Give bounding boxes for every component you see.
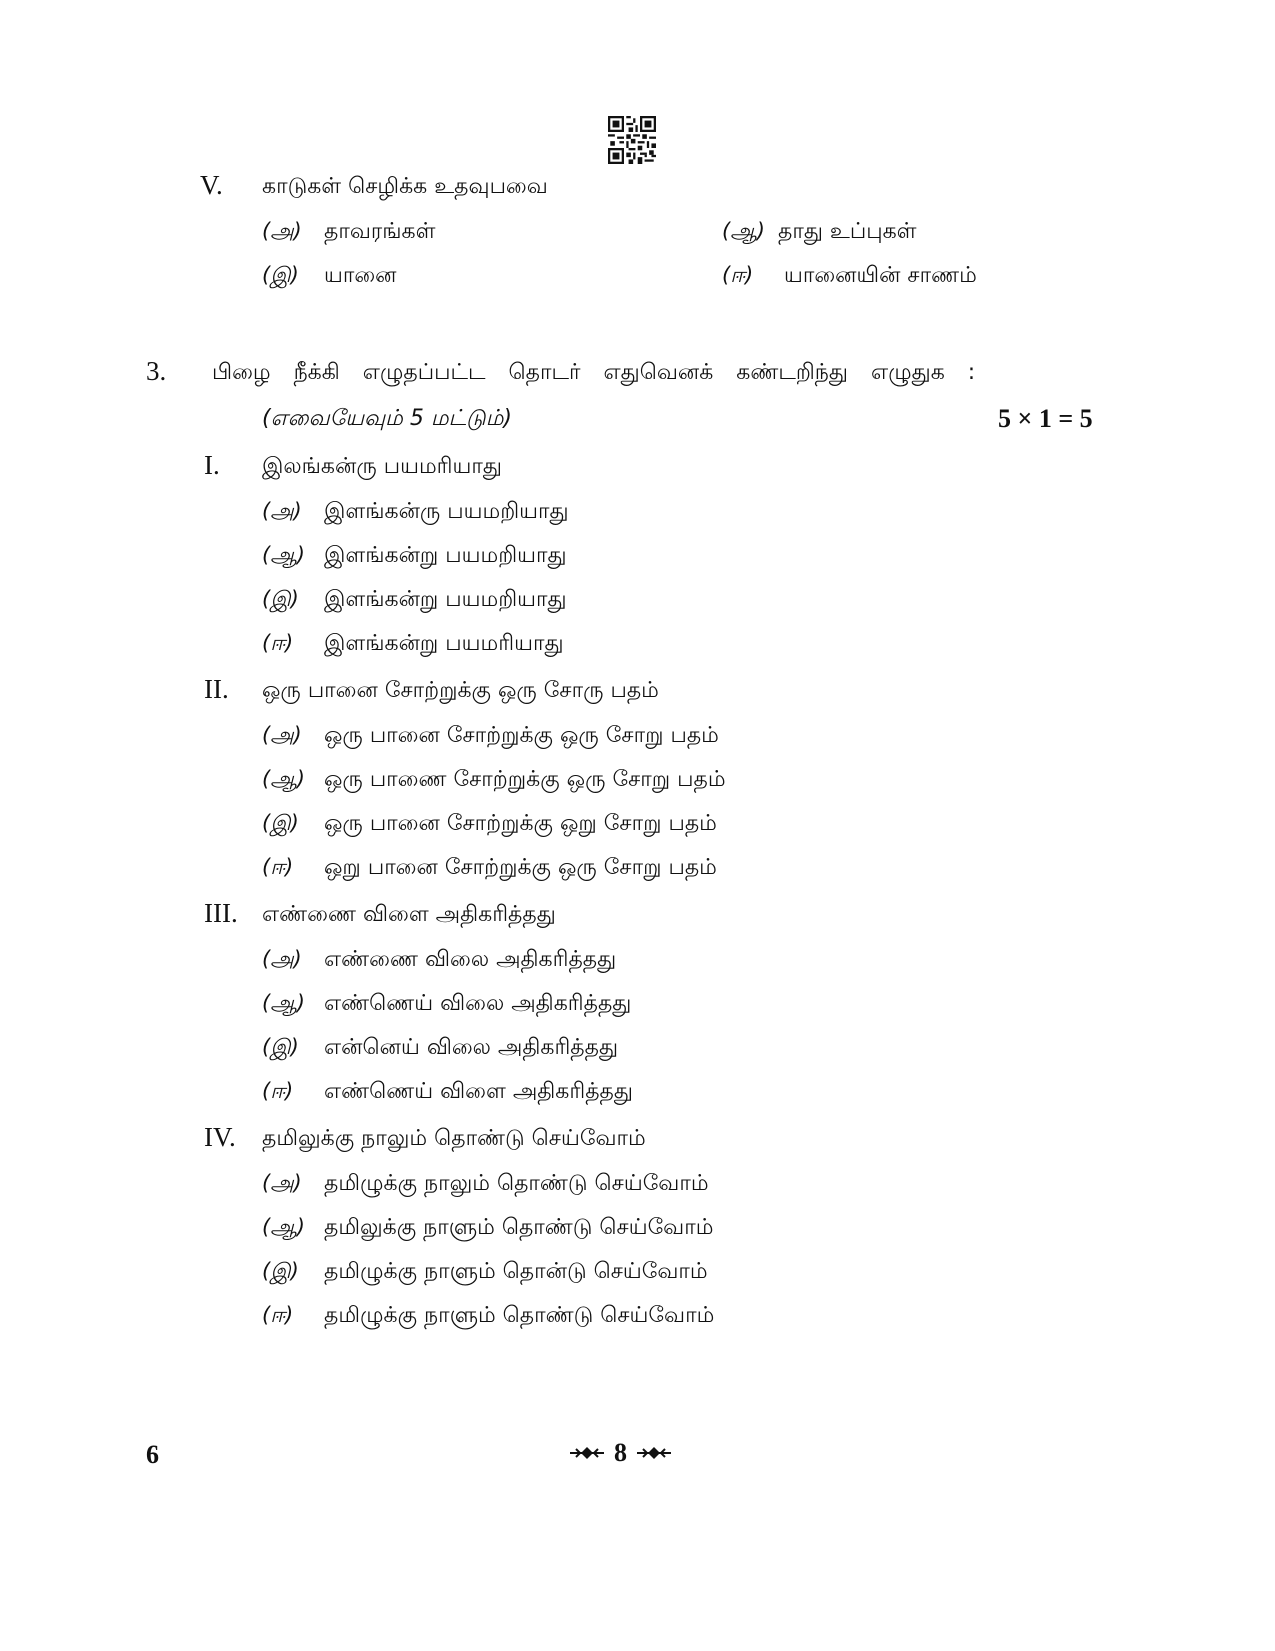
option-text: ஒரு பாணை சோற்றுக்கு ஒரு சோறு பதம் <box>324 767 726 792</box>
option-label: (ஈ) <box>262 855 294 879</box>
option-d <box>262 852 717 883</box>
option-label: (ஆ) <box>262 543 305 567</box>
section-marks: 5 × 1 = 5 <box>998 404 1093 433</box>
option-text: இளங்கன்று பயமறியாது <box>324 587 567 612</box>
option-label: (ஆ) <box>262 991 305 1015</box>
question-text: இலங்கன்ரு பயமரியாது <box>262 454 502 479</box>
option-d <box>262 628 564 659</box>
option-d <box>262 1076 633 1107</box>
question-number: V. <box>200 170 223 200</box>
option-label: (ஆ) <box>262 767 305 791</box>
option-label: (அ) <box>262 1171 302 1195</box>
option-text: யானையின் சாணம் <box>784 263 977 288</box>
option-a <box>262 944 616 975</box>
question-number: IV. <box>204 1122 236 1152</box>
option-text: எண்ணெய் விளை அதிகரித்தது <box>324 1079 633 1104</box>
section-note: (எவையேவும் 5 மட்டும்) <box>262 406 512 431</box>
question-text: தமிலுக்கு நாலும் தொண்டு செய்வோம் <box>262 1126 646 1151</box>
qr-code-icon <box>608 116 656 164</box>
option-a <box>262 1168 709 1199</box>
option-label: (ஈ) <box>262 1079 294 1103</box>
question-text: எண்ணை விளை அதிகரித்தது <box>262 902 556 927</box>
option-text: என்னெய் விலை அதிகரித்தது <box>324 1035 619 1060</box>
option-label: (அ) <box>262 499 302 523</box>
option-c <box>262 808 717 839</box>
option-b <box>262 988 631 1019</box>
option-b <box>722 216 917 247</box>
option-c <box>262 260 397 291</box>
option-label: (இ) <box>262 811 299 835</box>
option-text: இளங்கன்று பயமரியாது <box>324 631 564 656</box>
option-b <box>262 540 567 571</box>
option-text: தமிழுக்கு நாளும் தொண்டு செய்வோம் <box>324 1303 715 1328</box>
option-label: (இ) <box>262 1259 299 1283</box>
question-number: III. <box>204 898 238 928</box>
option-label: (ஆ) <box>262 1215 305 1239</box>
option-text: யானை <box>324 263 397 288</box>
option-text: எண்ணெய் விலை அதிகரித்தது <box>324 991 632 1016</box>
option-b <box>262 764 726 795</box>
option-label: (அ) <box>262 219 302 243</box>
section-instruction: பிழை நீக்கி எழுதப்பட்ட தொடர் எதுவெனக் கண்டறிந்து எழுதுக : <box>212 360 976 385</box>
option-label: (இ) <box>262 263 299 287</box>
ornament-right-icon <box>637 1446 671 1460</box>
option-label: (இ) <box>262 1035 299 1059</box>
question-text: காடுகள் செழிக்க உதவுபவை <box>262 174 548 199</box>
option-text: தமிலுக்கு நாளும் தொண்டு செய்வோம் <box>324 1215 714 1240</box>
option-text: ஒரு பானை சோற்றுக்கு ஒரு சோறு பதம் <box>324 723 719 748</box>
option-a <box>262 720 719 751</box>
option-label: (ஆ) <box>722 219 765 243</box>
option-a <box>262 216 435 247</box>
option-c <box>262 1256 708 1287</box>
option-text: தாவரங்கள் <box>324 219 436 244</box>
option-c <box>262 584 567 615</box>
option-label: (அ) <box>262 947 302 971</box>
option-label: (ஈ) <box>262 1303 294 1327</box>
question-text: ஒரு பானை சோற்றுக்கு ஒரு சோரு பதம் <box>262 678 659 703</box>
option-text: எண்ணை விலை அதிகரித்தது <box>324 947 617 972</box>
question-number: I. <box>204 450 220 480</box>
paper-code: 6 <box>146 1440 159 1469</box>
option-c <box>262 1032 618 1063</box>
option-text: தமிழுக்கு நாளும் தொன்டு செய்வோம் <box>324 1259 708 1284</box>
section-number: 3. <box>146 356 167 386</box>
option-b <box>262 1212 713 1243</box>
question-number: II. <box>204 674 229 704</box>
option-text: இளங்கன்று பயமறியாது <box>324 543 567 568</box>
option-label: (இ) <box>262 587 299 611</box>
option-a <box>262 496 569 527</box>
option-text: ஒரு பானை சோற்றுக்கு ஒறு சோறு பதம் <box>324 811 717 836</box>
option-label: (ஈ) <box>262 631 294 655</box>
option-text: தமிழுக்கு நாலும் தொண்டு செய்வோம் <box>324 1171 709 1196</box>
option-d <box>722 260 977 291</box>
option-text: இளங்கன்ரு பயமறியாது <box>324 499 569 524</box>
option-text: தாது உப்புகள் <box>778 219 917 244</box>
page-number: 8 <box>614 1438 627 1467</box>
option-d <box>262 1300 714 1331</box>
option-text: ஒறு பானை சோற்றுக்கு ஒரு சோறு பதம் <box>324 855 717 880</box>
option-label: (ஈ) <box>722 263 754 287</box>
ornament-left-icon <box>570 1446 604 1460</box>
page-number-group <box>570 1438 671 1468</box>
option-label: (அ) <box>262 723 302 747</box>
